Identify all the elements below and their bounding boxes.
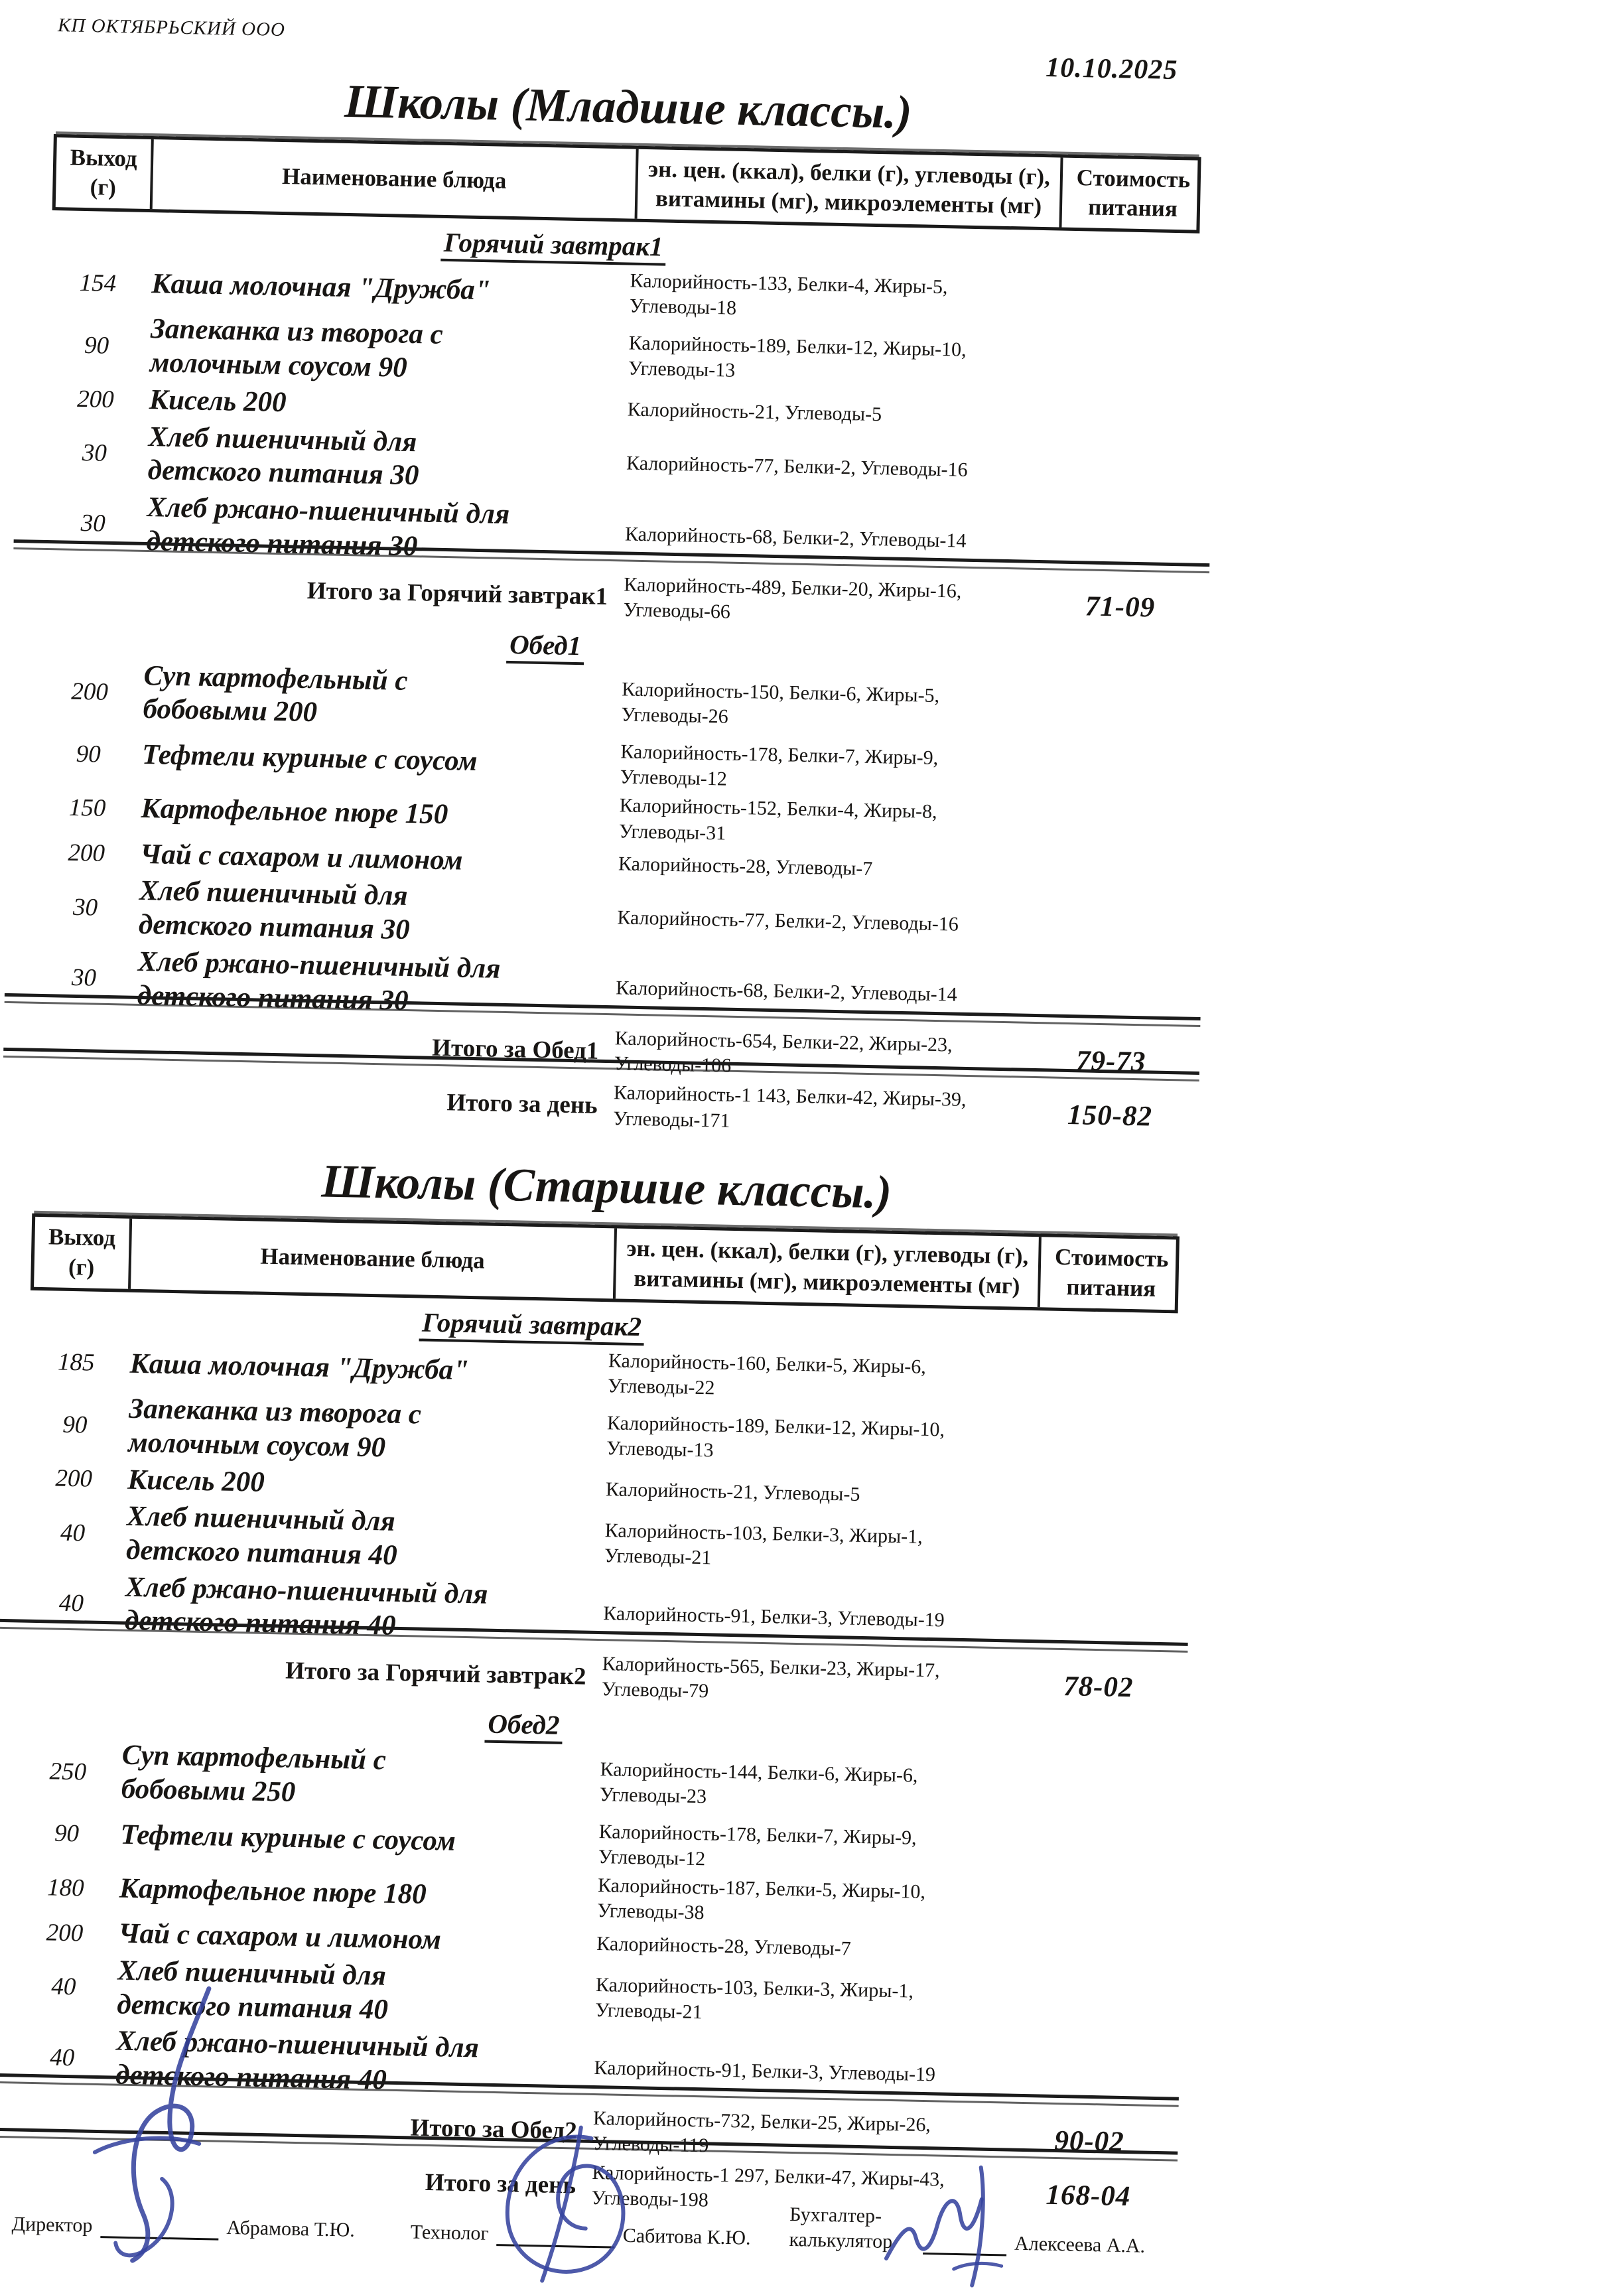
weight-cell: 90 <box>54 1820 80 1848</box>
cost-cell <box>1028 1622 1172 1625</box>
column-header-dish: Наименование блюда <box>150 139 636 219</box>
total-nutrition: Калорийность-489, Белки-20, Жиры-16, Углеводы-66 <box>623 573 962 623</box>
column-header-cost: Стоимость питания <box>1059 157 1204 230</box>
dish-name: Каша молочная "Дружба" <box>151 268 492 307</box>
dish-name: Чай с сахаром и лимоном <box>139 838 464 876</box>
weight-cell: 30 <box>80 510 106 538</box>
dish-name: Картофельное пюре 180 <box>119 1872 427 1910</box>
menu-junior-classes <box>34 0 1204 1143</box>
dish-name: Хлеб ржано-пшеничный для детского питания 40 <box>124 1571 488 1642</box>
dish-name: Запеканка из творога с молочным соусом 90 <box>127 1393 422 1464</box>
signature-technologist <box>410 2218 751 2251</box>
cost-cell <box>1029 1552 1173 1555</box>
section-label-breakfast1: Горячий завтрак1 <box>440 227 666 266</box>
menu-title-senior: Школы (Старшие классы.) <box>320 1155 892 1219</box>
weight-cell: 200 <box>46 1919 84 1947</box>
dish-name: Хлеб ржано-пшеничный для детского питания 30 <box>146 492 510 563</box>
nutrition-info: Калорийность-189, Белки-12, Жиры-10, Углеводы-13 <box>628 332 967 382</box>
cost-cell <box>1043 872 1187 875</box>
weight-cell: 154 <box>79 269 117 297</box>
nutrition-info: Калорийность-178, Белки-7, Жиры-9, Углеводы-12 <box>620 740 939 790</box>
cost-cell <box>1022 1907 1166 1910</box>
nutrition-info: Калорийность-160, Белки-5, Жиры-6, Углеводы-22 <box>607 1350 927 1399</box>
nutrition-info: Калорийность-77, Белки-2, Углеводы-16 <box>617 906 959 936</box>
cost-cell <box>1040 997 1184 1000</box>
nutrition-info: Калорийность-91, Белки-3, Углеводы-19 <box>603 1602 945 1632</box>
total-cost: 71-09 <box>1085 591 1156 624</box>
nutrition-info: Калорийность-77, Белки-2, Углеводы-16 <box>626 452 968 482</box>
signature-line <box>100 2212 219 2241</box>
dish-name: Суп картофельный с бобовыми 200 <box>143 660 408 729</box>
total-cost: 79-73 <box>1075 1045 1146 1078</box>
dish-name: Суп картофельный с бобовыми 250 <box>121 1740 387 1808</box>
signature-accountant <box>789 2202 1146 2259</box>
cost-cell <box>1030 1498 1174 1501</box>
total-nutrition: Калорийность-732, Белки-25, Жиры-26, Углеводы-119 <box>592 2107 931 2157</box>
nutrition-info: Калорийность-28, Углеводы-7 <box>596 1932 851 1960</box>
total-label: Итого за Горячий завтрак1 <box>306 577 608 611</box>
signature-name: Абрамова Т.Ю. <box>226 2216 356 2241</box>
signature-role: Бухгалтер-калькулятор <box>789 2203 893 2253</box>
nutrition-info: Калорийность-103, Белки-3, Жиры-1, Углеводы-21 <box>604 1519 923 1569</box>
cost-cell <box>1018 2077 1162 2079</box>
signature-role: Директор <box>11 2212 93 2237</box>
nutrition-info: Калорийность-178, Белки-7, Жиры-9, Углеводы-12 <box>598 1820 917 1870</box>
nutrition-info: Калорийность-189, Белки-12, Жиры-10, Углеводы-13 <box>606 1411 945 1462</box>
column-header-weight: Выход (г) <box>70 144 138 201</box>
column-header-nutrition: эн. цен. (ккал), белки (г), углеводы (г), витамины (мг), микроэлементы (мг) <box>635 149 1061 227</box>
weight-cell: 30 <box>71 963 97 992</box>
cost-cell <box>1046 711 1190 714</box>
cost-cell <box>1044 827 1187 830</box>
dish-name: Хлеб ржано-пшеничный для детского питания 30 <box>137 945 501 1016</box>
dish-name: Хлеб ржано-пшеничный для детского питания 40 <box>115 2025 480 2096</box>
weight-cell: 150 <box>68 794 106 822</box>
nutrition-info: Калорийность-91, Белки-3, Углеводы-19 <box>594 2057 936 2086</box>
weight-cell: 40 <box>49 2044 75 2071</box>
dish-name: Хлеб пшеничный для детского питания 30 <box>147 421 419 492</box>
weight-cell: 200 <box>70 677 109 706</box>
section-label-breakfast2: Горячий завтрак2 <box>419 1306 645 1346</box>
nutrition-info: Калорийность-21, Углеводы-5 <box>627 398 882 426</box>
dish-name: Чай с сахаром и лимоном <box>118 1917 442 1956</box>
signature-director <box>11 2210 355 2243</box>
day-total-label: Итого за день <box>425 2168 576 2199</box>
cost-cell <box>1052 419 1196 421</box>
total-cost: 78-02 <box>1063 1670 1134 1703</box>
cost-cell <box>1032 1444 1176 1447</box>
weight-cell: 30 <box>82 439 107 467</box>
signature-role: Технолог <box>410 2220 490 2245</box>
column-header-cost: Стоимость питания <box>1038 1237 1183 1310</box>
nutrition-info: Калорийность-187, Белки-5, Жиры-10, Углеводы-38 <box>597 1874 926 1924</box>
dish-name: Хлеб пшеничный для детского питания 40 <box>125 1500 398 1571</box>
day-total-nutrition: Калорийность-1 297, Белки-47, Жиры-43, Углеводы-198 <box>591 2162 945 2211</box>
total-label: Итого за Обед1 <box>431 1034 599 1065</box>
total-cost: 90-02 <box>1053 2124 1125 2158</box>
dish-name: Тефтели куриные с соусом <box>120 1819 456 1857</box>
day-total-nutrition: Калорийность-1 143, Белки-42, Жиры-39, Углеводы-171 <box>613 1081 967 1132</box>
weight-cell: 40 <box>50 1973 76 2001</box>
cost-cell <box>1053 365 1197 368</box>
nutrition-info: Калорийность-68, Белки-2, Углеводы-14 <box>624 523 967 552</box>
column-header-dish: Наименование блюда <box>128 1219 614 1298</box>
day-total-label: Итого за день <box>446 1089 598 1119</box>
cost-cell <box>1054 303 1198 305</box>
menu-title-junior: Школы (Младшие классы.) <box>344 75 913 139</box>
weight-cell: 40 <box>60 1519 86 1547</box>
signature-name: Алексеева А.А. <box>1014 2232 1146 2257</box>
cost-cell <box>1045 774 1189 776</box>
nutrition-info: Калорийность-28, Углеводы-7 <box>618 853 873 880</box>
weight-cell: 180 <box>46 1874 85 1902</box>
cost-cell <box>1042 926 1185 929</box>
signature-line <box>923 2229 1006 2257</box>
weight-cell: 200 <box>55 1464 93 1494</box>
cost-cell <box>1021 1952 1165 1955</box>
dish-name: Кисель 200 <box>127 1464 265 1498</box>
day-total-cost: 168-04 <box>1046 2179 1131 2212</box>
cost-cell <box>1049 543 1193 545</box>
cost-cell <box>1024 1791 1168 1793</box>
total-nutrition: Калорийность-565, Белки-23, Жиры-17, Углеводы-79 <box>601 1653 940 1702</box>
cost-cell <box>1051 472 1195 475</box>
column-header-weight: Выход (г) <box>48 1223 116 1281</box>
menu-senior-classes <box>12 1148 1180 2222</box>
nutrition-info: Калорийность-68, Белки-2, Углеводы-14 <box>615 977 957 1007</box>
weight-cell: 90 <box>62 1411 88 1439</box>
dish-name: Хлеб пшеничный для детского питания 30 <box>138 875 411 946</box>
nutrition-info: Калорийность-133, Белки-4, Жиры-5, Углеводы-18 <box>629 269 948 320</box>
weight-cell: 185 <box>57 1349 95 1377</box>
nutrition-info: Калорийность-150, Белки-6, Жиры-5, Углеводы-26 <box>621 678 940 729</box>
dish-name: Хлеб пшеничный для детского питания 40 <box>116 1955 389 2026</box>
dish-name: Картофельное пюре 150 <box>141 793 448 831</box>
company-name: КП ОКТЯБРЬСКИЙ ООО <box>57 15 286 41</box>
weight-cell: 30 <box>72 893 98 922</box>
signature-name: Сабитова К.Ю. <box>622 2224 751 2249</box>
signature-line <box>496 2220 615 2249</box>
table-header <box>31 1214 1180 1313</box>
document-date: 10.10.2025 <box>1045 52 1178 86</box>
weight-cell: 90 <box>84 331 109 360</box>
total-label: Итого за Обед2 <box>410 2113 578 2144</box>
dish-name: Кисель 200 <box>149 383 287 419</box>
dish-name: Каша молочная "Дружба" <box>129 1348 470 1386</box>
day-total-cost: 150-82 <box>1067 1099 1153 1133</box>
nutrition-info: Калорийность-21, Углеводы-5 <box>605 1478 860 1505</box>
weight-cell: 200 <box>68 839 105 868</box>
total-nutrition: Калорийность-654, Белки-22, Жиры-23, Углеводы-106 <box>614 1027 953 1077</box>
dish-name: Запеканка из творога с молочным соусом 90 <box>149 313 444 383</box>
nutrition-info: Калорийность-144, Белки-6, Жиры-6, Углеводы-23 <box>599 1758 918 1808</box>
weight-cell: 200 <box>76 385 115 413</box>
cost-cell <box>1032 1382 1176 1385</box>
nutrition-info: Калорийность-152, Белки-4, Жиры-8, Углеводы-31 <box>618 794 937 845</box>
total-label: Итого за Горячий завтрак2 <box>285 1657 586 1691</box>
section-label-lunch1: Обед1 <box>507 629 584 665</box>
column-header-nutrition: эн. цен. (ккал), белки (г), углеводы (г), витамины (мг), микроэлементы (мг) <box>613 1229 1039 1307</box>
section-label-lunch2: Обед2 <box>485 1708 563 1744</box>
weight-cell: 90 <box>76 740 102 768</box>
cost-cell <box>1020 2006 1164 2009</box>
cost-cell <box>1023 1853 1167 1856</box>
weight-cell: 40 <box>58 1589 84 1618</box>
table-header <box>52 134 1201 234</box>
dish-name: Тефтели куриные с соусом <box>141 738 478 777</box>
weight-cell: 250 <box>49 1758 87 1786</box>
nutrition-info: Калорийность-103, Белки-3, Жиры-1, Углеводы-21 <box>595 1973 914 2023</box>
